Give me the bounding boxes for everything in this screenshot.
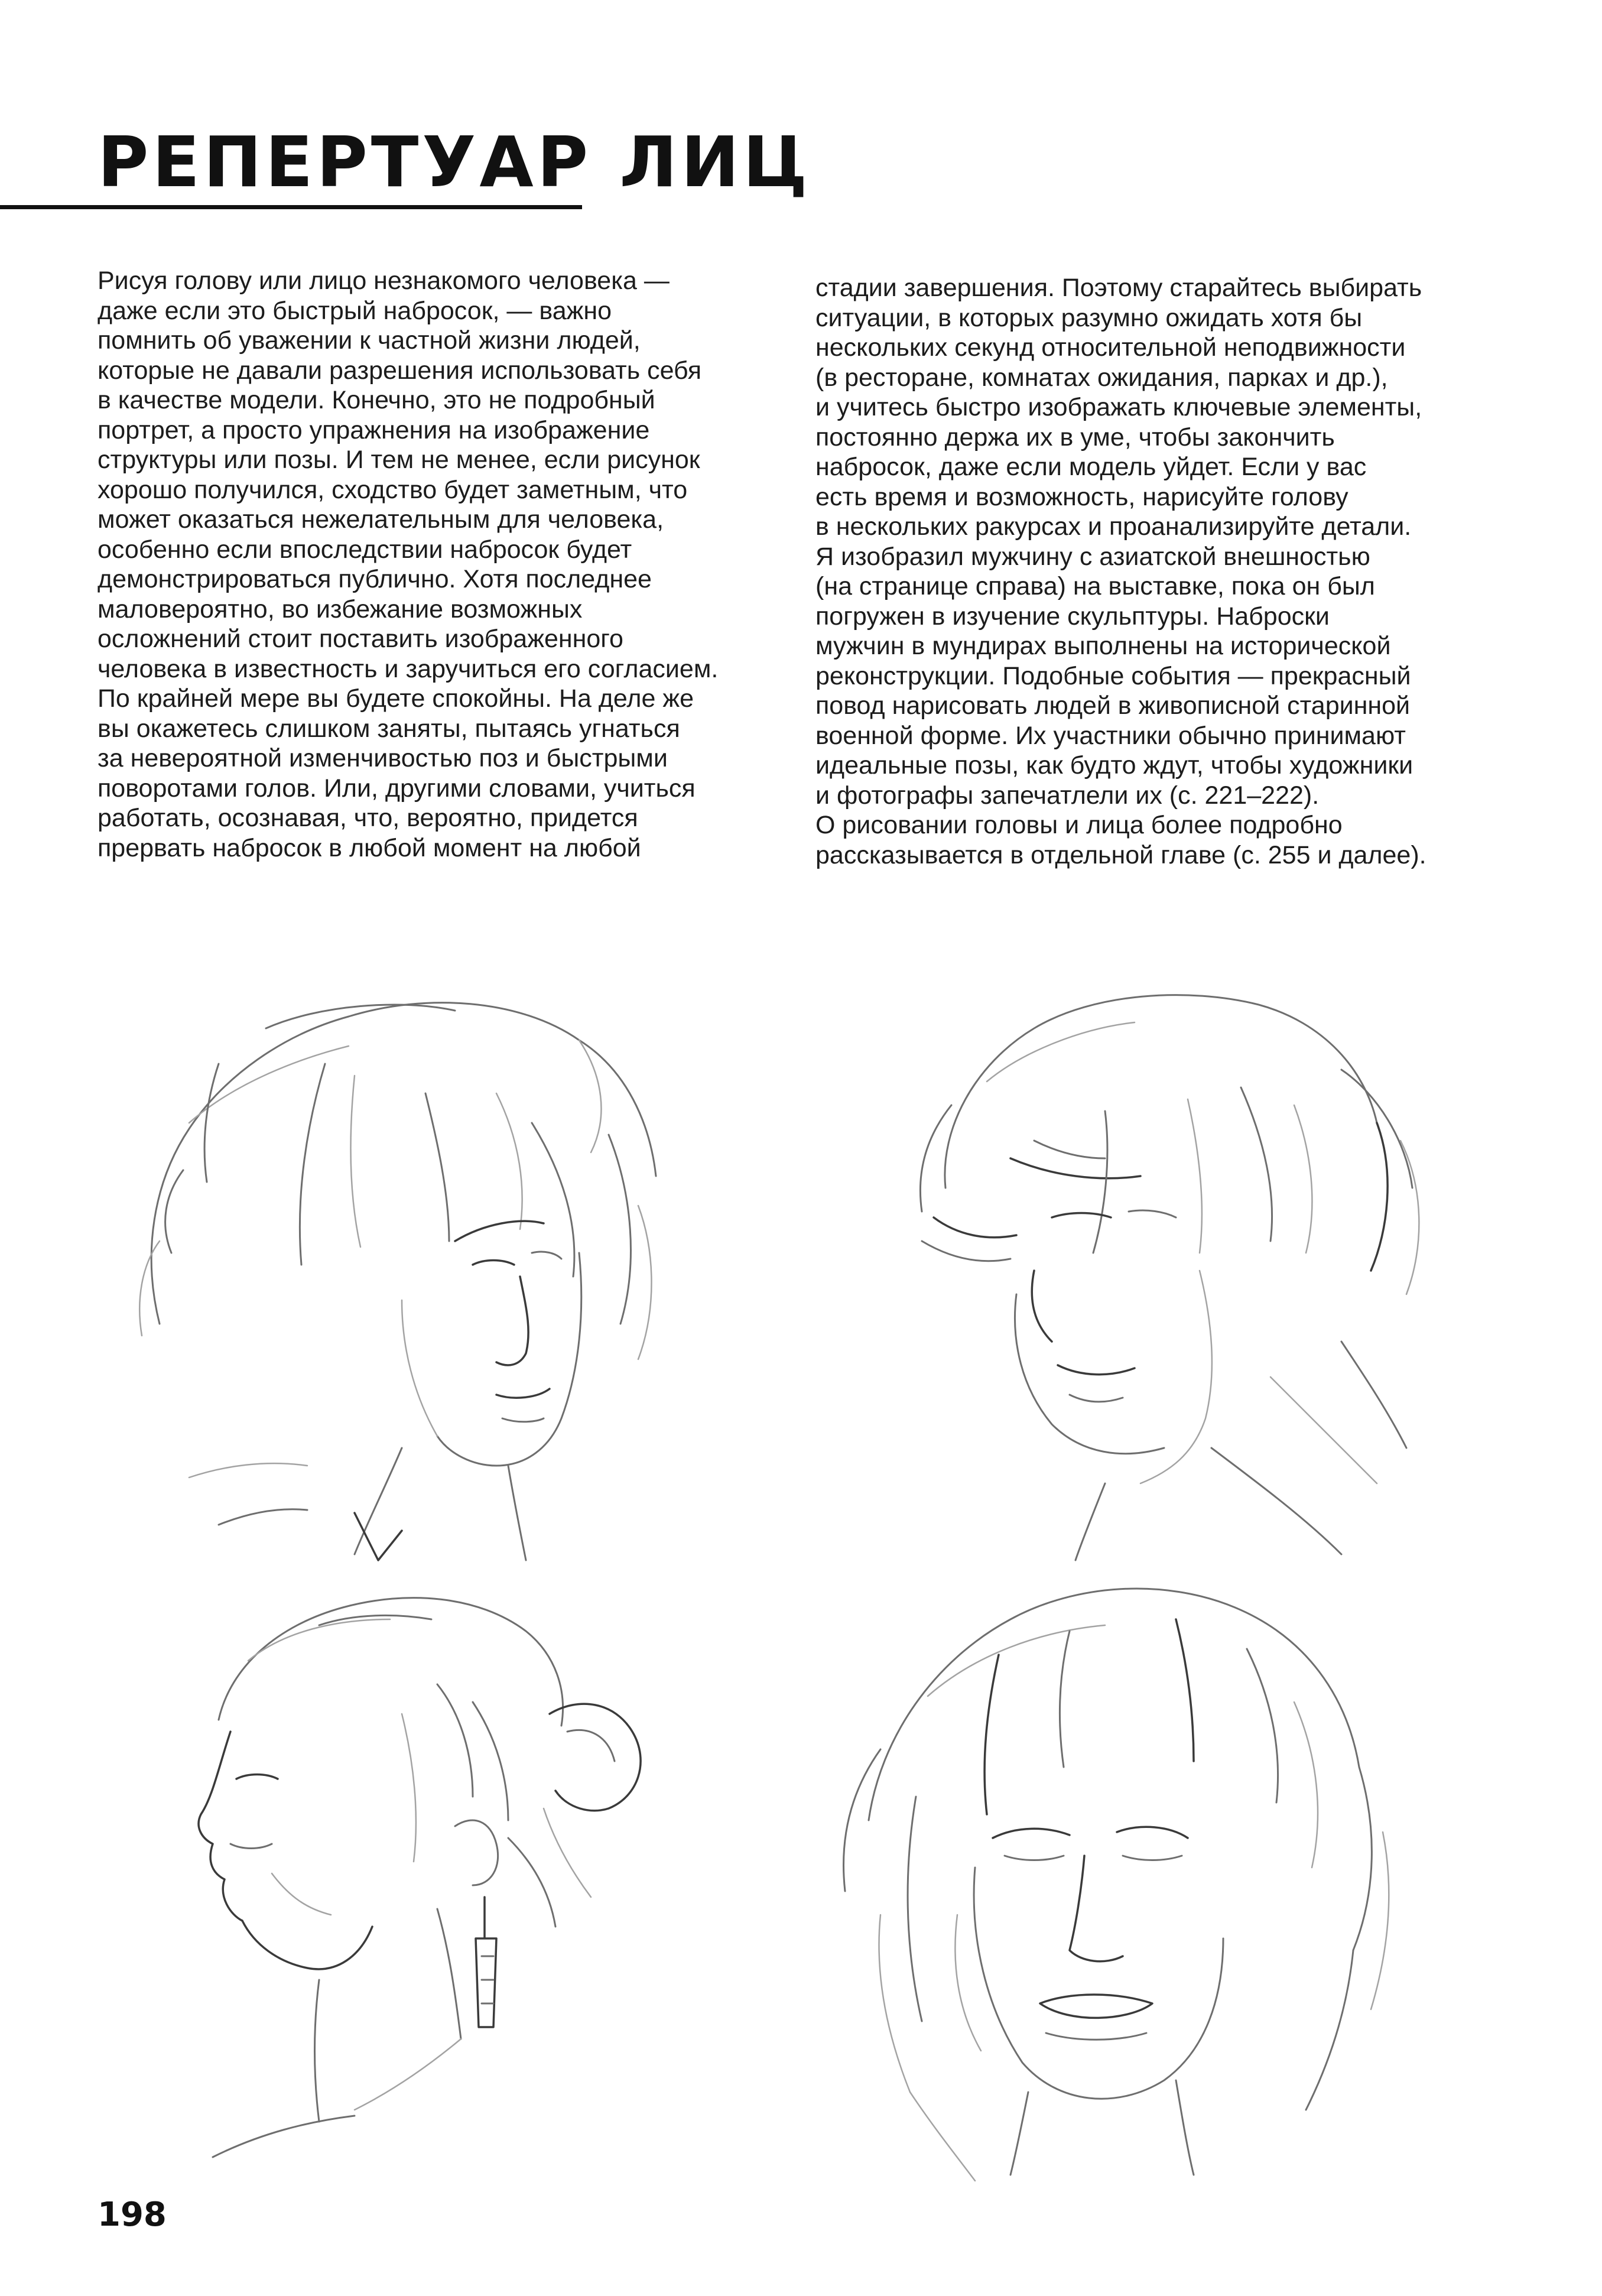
- sketch-woman-looking-down: [857, 963, 1477, 1566]
- text-line: реконструкции. Подобные события — прекрасный: [815, 661, 1411, 690]
- text-column-right: [815, 273, 1525, 870]
- text-line: помнить об уважении к частной жизни людей,: [98, 326, 641, 355]
- text-line: и учитесь быстро изображать ключевые элементы,: [815, 393, 1422, 421]
- text-line: постоянно держа их в уме, чтобы закончить: [815, 423, 1335, 452]
- text-line: погружен в изучение скульптуры. Наброски: [815, 602, 1330, 631]
- sketch-woman-three-quarter: [71, 946, 739, 1566]
- text-line: вы окажетесь слишком заняты, пытаясь угнаться: [98, 714, 680, 743]
- text-line: повод нарисовать людей в живописной старинной: [815, 691, 1411, 720]
- text-line: набросок, даже если модель уйдет. Если у вас: [815, 453, 1367, 481]
- text-line: Рисуя голову или лицо незнакомого человека —: [98, 267, 670, 295]
- text-line: и фотографы запечатлели их (с. 221–222).: [815, 781, 1320, 810]
- text-line: идеальные позы, как будто ждут, чтобы художники: [815, 751, 1413, 780]
- sketch-woman-front: [762, 1560, 1489, 2187]
- text-line: структуры или позы. И тем не менее, если рисунок: [98, 446, 700, 474]
- text-line: которые не давали разрешения использовать себя: [98, 356, 702, 385]
- text-line: даже если это быстрый набросок, — важно: [98, 296, 612, 325]
- text-line: нескольких секунд относительной неподвижности: [815, 333, 1406, 362]
- text-line: работать, осознавая, что, вероятно, придется: [98, 804, 638, 832]
- text-line: Я изобразил мужчину с азиатской внешностью: [815, 542, 1370, 571]
- text-line: осложнений стоит поставить изображенного: [98, 625, 623, 653]
- text-line: О рисовании головы и лица более подробно: [815, 811, 1343, 839]
- text-column-left: [98, 266, 795, 863]
- text-line: человека в известность и заручиться его согласием.: [98, 654, 719, 683]
- text-line: поворотами голов. Или, другими словами, учиться: [98, 774, 696, 803]
- text-line: военной форме. Их участники обычно принимают: [815, 721, 1406, 750]
- text-line: рассказывается в отдельной главе (с. 255 и далее).: [815, 840, 1426, 869]
- text-line: мужчин в мундирах выполнены на исторической: [815, 632, 1391, 660]
- text-line: в качестве модели. Конечно, это не подробный: [98, 386, 655, 414]
- text-line: (в ресторане, комнатах ожидания, парках и др.),: [815, 363, 1388, 392]
- text-line: демонстрироваться публично. Хотя последнее: [98, 565, 652, 593]
- text-line: хорошо получился, сходство будет заметным, что: [98, 475, 688, 504]
- page-title: РЕПЕРТУАР ЛИЦ: [98, 121, 811, 203]
- page-number: 198: [98, 2196, 167, 2234]
- text-line: есть время и возможность, нарисуйте голову: [815, 482, 1348, 511]
- text-line: По крайней мере вы будете спокойны. На деле же: [98, 684, 694, 713]
- text-line: может оказаться нежелательным для человека,: [98, 505, 664, 534]
- title-underline: [0, 205, 582, 209]
- text-line: стадии завершения. Поэтому старайтесь выбирать: [815, 274, 1422, 302]
- text-line: (на странице справа) на выставке, пока он был: [815, 572, 1375, 600]
- text-line: маловероятно, во избежание возможных: [98, 595, 583, 623]
- text-line: ситуации, в которых разумно ожидать хотя бы: [815, 303, 1363, 332]
- text-line: особенно если впоследствии набросок будет: [98, 535, 632, 564]
- text-line: в нескольких ракурсах и проанализируйте детали.: [815, 512, 1412, 541]
- sketch-woman-profile: [142, 1566, 733, 2187]
- text-line: прервать набросок в любой момент на любой: [98, 833, 641, 862]
- text-line: портрет, а просто упражнения на изображение: [98, 415, 650, 444]
- text-line: за невероятной изменчивостью поз и быстрыми: [98, 744, 668, 772]
